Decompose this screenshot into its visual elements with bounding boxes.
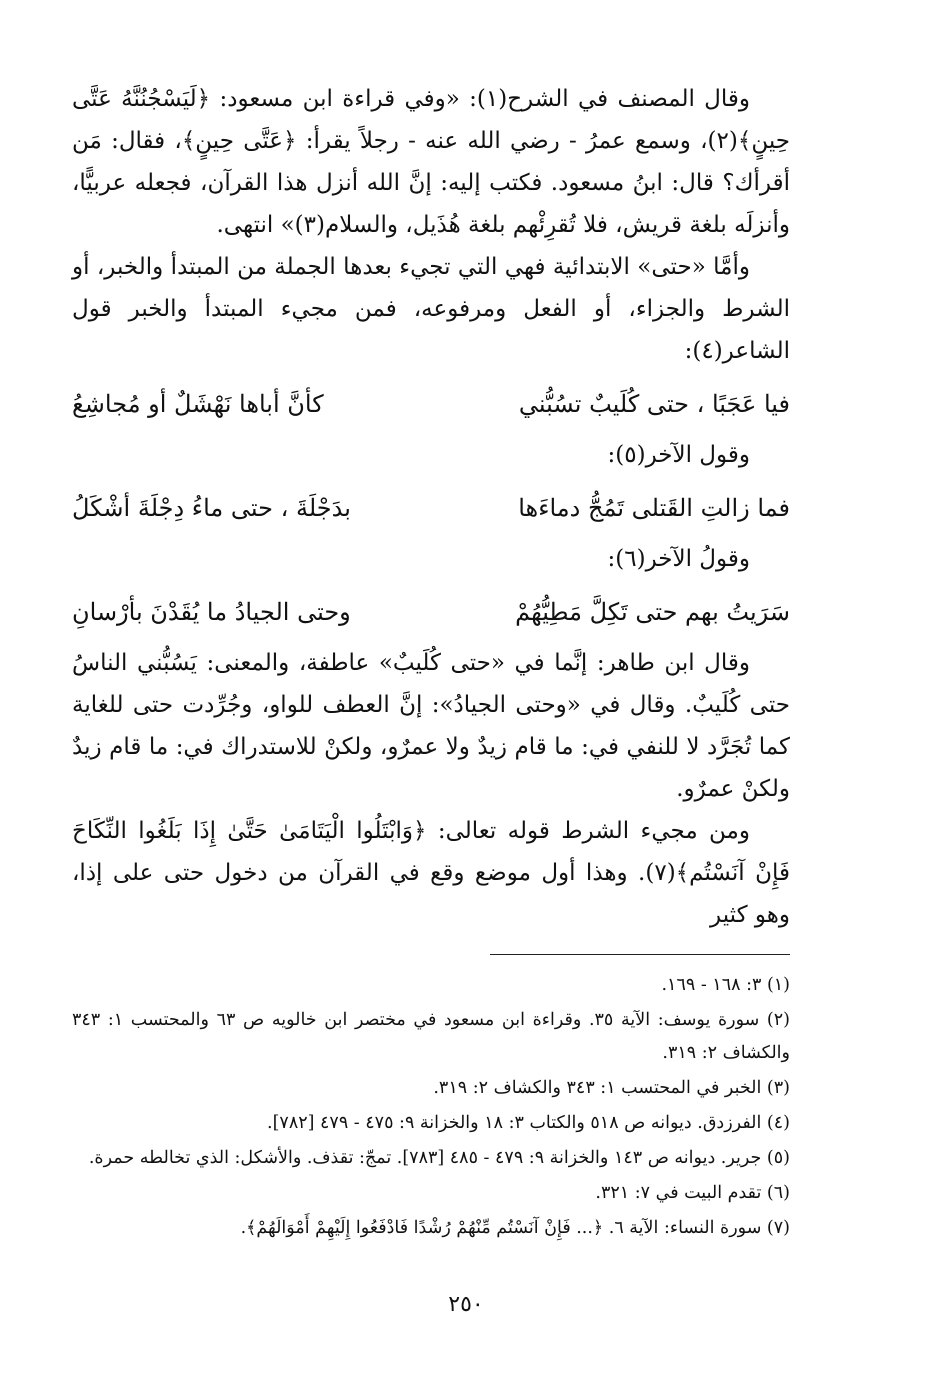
paragraph-2: وأمَّا «حتى» الابتدائية فهي التي تجيء بعدها الجملة من المبتدأ والخبر، أو الشرط والجزاء، أو الفعل ومرفوعه، فمن مجيء المبتدأ والخبر قول الشاعر(٤): xyxy=(72,254,790,364)
paragraph-1: وقال المصنف في الشرح(١): «وفي قراءة ابن مسعود: ﴿لَيَسْجُنُنَّهُ عَتَّى حِينٍ﴾(٢)، وسمع عمرُ - رضي الله عنه - رجلاً يقرأ: ﴿عَتَّى حِينٍ﴾، فقال: مَن أقرأك؟ قال: ابنُ مسعود. فكتب إليه: إنَّ الله أنزل هذا القرآن، فجعله عربيًّا، وأنزلَه بلغة قريش، فلا تُقرِئْهم بلغة هُذَيل، والسلام(٣)» انتهى. xyxy=(72,86,790,238)
verse-1-first-hemistich: فيا عَجَبًا ، حتى كُلَيبٌ تسُبُّني xyxy=(518,390,790,418)
footnote-6: (٦) تقدم البيت في ٧: ٣٢١. xyxy=(595,1183,790,1203)
verse-2-intro: وقول الآخر(٥): xyxy=(607,442,750,468)
footnote-3: (٣) الخبر في المحتسب ١: ٣٤٣ والكشاف ٢: ٣١٩. xyxy=(433,1078,790,1098)
page-number: ٢٥٠ xyxy=(448,1292,484,1317)
footnote-4: (٤) الفرزدق. ديوانه ص ٥١٨ والكتاب ٣: ١٨ والخزانة ٩: ٤٧٥ - ٤٧٩ [٧٨٢]. xyxy=(267,1113,790,1133)
footnote-7: (٧) سورة النساء: الآية ٦. ﴿... فَإِنْ آنَسْتُم مِّنْهُمْ رُشْدًا فَادْفَعُوا إِلَيْهِمْ أَمْوَالَهُمْ﴾. xyxy=(240,1218,790,1238)
verse-2 xyxy=(72,486,790,530)
footnote-1: (١) ٣: ١٦٨ - ١٦٩. xyxy=(661,975,790,995)
paragraph-3: وقال ابن طاهر: إنَّما في «حتى كُلَيبٌ» عاطفة، والمعنى: يَسُبُّني الناسُ حتى كُلَيبٌ. وقال في «وحتى الجيادُ»: إنَّ العطف للواو، وجُرِّدت حتى للغاية كما تُجَرَّد لا للنفي في: ما قام زيدٌ ولا عمرٌو، ولكنْ للاستدراك في: ما قام زيدٌ ولكنْ عمرٌو. xyxy=(72,650,790,802)
verse-1-second-hemistich: كأنَّ أباها نَهْشَلٌ أو مُجاشِعُ xyxy=(72,390,324,418)
page-body xyxy=(72,78,790,1247)
verse-3-first-hemistich: سَرَيتُ بهم حتى تَكِلَّ مَطِيُّهُمْ xyxy=(515,598,790,626)
verse-3-intro: وقولُ الآخر(٦): xyxy=(607,546,750,572)
verse-3 xyxy=(72,590,790,634)
verse-1 xyxy=(72,382,790,426)
footnote-2: (٢) سورة يوسف: الآية ٣٥. وقراءة ابن مسعود في مختصر ابن خالويه ص ٦٣ والمحتسب ١: ٣٤٣ والكشاف ٢: ٣١٩. xyxy=(72,1010,790,1063)
verse-2-second-hemistich: بدَجْلَةَ ، حتى ماءُ دِجْلَةَ أشْكَلُ xyxy=(72,494,351,522)
footnote-separator xyxy=(490,954,790,955)
main-text xyxy=(72,78,790,936)
paragraph-4: ومن مجيء الشرط قوله تعالى: ﴿وَابْتَلُوا الْيَتَامَىٰ حَتَّىٰ إِذَا بَلَغُوا النِّكَاحَ فَإِنْ آنَسْتُم﴾(٧). وهذا أول موضع وقع في القرآن من دخول حتى على إذا، وهو كثير xyxy=(72,818,790,928)
footnote-5: (٥) جرير. ديوانه ص ١٤٣ والخزانة ٩: ٤٧٩ - ٤٨٥ [٧٨٣]. تمجّ: تقذف. والأشكل: الذي تخالطه حمرة. xyxy=(88,1148,790,1168)
verse-3-second-hemistich: وحتى الجيادُ ما يُقَدْنَ بأرْسانِ xyxy=(72,598,351,626)
verse-2-first-hemistich: فما زالتِ القَتلى تَمُجُّ دماءَها xyxy=(518,494,790,522)
footnotes xyxy=(72,969,790,1245)
